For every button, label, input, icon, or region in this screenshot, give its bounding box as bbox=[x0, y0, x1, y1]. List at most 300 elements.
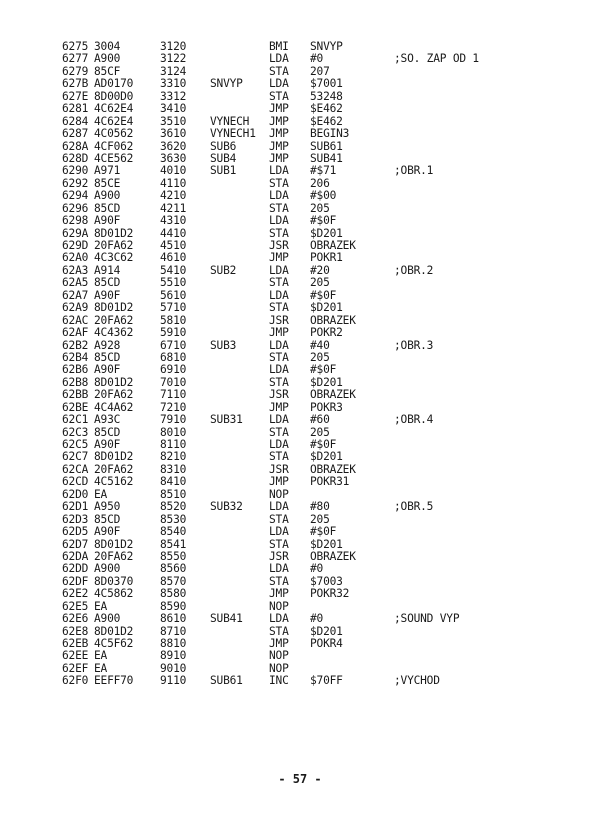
hex-bytes: 20FA62 bbox=[94, 462, 134, 476]
hex-bytes: 85CD bbox=[94, 512, 121, 526]
address: 62E8 bbox=[62, 624, 89, 638]
comment: ;OBR.4 bbox=[394, 413, 434, 427]
opcode: JSR bbox=[269, 388, 289, 402]
hex-bytes: 3004 bbox=[94, 40, 121, 53]
label: SUB41 bbox=[210, 612, 243, 626]
operand: #0 bbox=[310, 562, 324, 576]
address: 62DA bbox=[62, 549, 89, 563]
opcode: NOP bbox=[269, 661, 289, 675]
opcode: NOP bbox=[269, 599, 289, 613]
opcode: NOP bbox=[269, 487, 289, 501]
hex-bytes: A900 bbox=[94, 612, 121, 626]
operand: $70FF bbox=[310, 674, 343, 688]
line-number: 9110 bbox=[160, 674, 187, 688]
operand: 205 bbox=[310, 425, 330, 439]
opcode: JMP bbox=[269, 475, 289, 489]
address: 62D5 bbox=[62, 525, 89, 539]
hex-bytes: A928 bbox=[94, 338, 121, 352]
hex-bytes: A90F bbox=[94, 214, 121, 228]
address: 627B bbox=[62, 77, 89, 91]
opcode: JMP bbox=[269, 637, 289, 650]
listing-row bbox=[62, 277, 582, 289]
line-number: 8010 bbox=[160, 425, 187, 439]
line-number: 7210 bbox=[160, 400, 187, 414]
operand: SNVYP bbox=[310, 40, 343, 53]
address: 62E2 bbox=[62, 587, 89, 601]
listing-row bbox=[62, 327, 582, 339]
listing-row bbox=[62, 215, 582, 227]
hex-bytes: A90F bbox=[94, 363, 121, 377]
comment: ;VYCHOD bbox=[394, 674, 440, 688]
hex-bytes: A971 bbox=[94, 164, 121, 178]
listing-row bbox=[62, 302, 582, 314]
line-number: 8410 bbox=[160, 475, 187, 489]
listing-row bbox=[62, 78, 582, 90]
operand: OBRAZEK bbox=[310, 549, 356, 563]
address: 628D bbox=[62, 151, 89, 165]
operand: POKR3 bbox=[310, 400, 343, 414]
hex-bytes: 85CD bbox=[94, 350, 121, 364]
label: SUB1 bbox=[210, 164, 237, 178]
opcode: LDA bbox=[269, 263, 289, 277]
address: 62DD bbox=[62, 562, 89, 576]
line-number: 8560 bbox=[160, 562, 187, 576]
line-number: 5410 bbox=[160, 263, 187, 277]
line-number: 3620 bbox=[160, 139, 187, 153]
hex-bytes: 8D0370 bbox=[94, 574, 134, 588]
operand: 206 bbox=[310, 176, 330, 190]
line-number: 3124 bbox=[160, 64, 187, 78]
address: 62EB bbox=[62, 637, 89, 650]
opcode: STA bbox=[269, 64, 289, 78]
operand: #$00 bbox=[310, 189, 337, 203]
address: 62C3 bbox=[62, 425, 89, 439]
operand: SUB61 bbox=[310, 139, 343, 153]
label: SUB6 bbox=[210, 139, 237, 153]
opcode: JMP bbox=[269, 102, 289, 116]
line-number: 3312 bbox=[160, 89, 187, 103]
hex-bytes: A900 bbox=[94, 52, 121, 66]
listing-row bbox=[62, 414, 582, 426]
label: SNVYP bbox=[210, 77, 243, 91]
line-number: 8540 bbox=[160, 525, 187, 539]
hex-bytes: A900 bbox=[94, 562, 121, 576]
address: 62A9 bbox=[62, 301, 89, 315]
address: 62C7 bbox=[62, 450, 89, 464]
opcode: BMI bbox=[269, 40, 289, 53]
opcode: STA bbox=[269, 276, 289, 290]
hex-bytes: A914 bbox=[94, 263, 121, 277]
hex-bytes: 4C4362 bbox=[94, 326, 134, 340]
address: 6275 bbox=[62, 40, 89, 53]
address: 62A0 bbox=[62, 251, 89, 265]
address: 6277 bbox=[62, 52, 89, 66]
address: 62CA bbox=[62, 462, 89, 476]
hex-bytes: 4C4A62 bbox=[94, 400, 134, 414]
address: 6296 bbox=[62, 201, 89, 215]
line-number: 4010 bbox=[160, 164, 187, 178]
line-number: 8810 bbox=[160, 637, 187, 650]
listing-row bbox=[62, 190, 582, 202]
hex-bytes: EA bbox=[94, 487, 108, 501]
hex-bytes: 85CD bbox=[94, 425, 121, 439]
line-number: 3310 bbox=[160, 77, 187, 91]
operand: $E462 bbox=[310, 114, 343, 128]
label: SUB32 bbox=[210, 500, 243, 514]
hex-bytes: 20FA62 bbox=[94, 549, 134, 563]
address: 62C5 bbox=[62, 438, 89, 451]
opcode: LDA bbox=[269, 500, 289, 514]
opcode: LDA bbox=[269, 52, 289, 66]
address: 62E6 bbox=[62, 612, 89, 626]
address: 62AC bbox=[62, 313, 89, 327]
listing-row bbox=[62, 389, 582, 401]
opcode: INC bbox=[269, 674, 289, 688]
address: 629D bbox=[62, 239, 89, 252]
hex-bytes: A950 bbox=[94, 500, 121, 514]
address: 62A3 bbox=[62, 263, 89, 277]
listing-row bbox=[62, 650, 582, 662]
operand: #20 bbox=[310, 263, 330, 277]
address: 627E bbox=[62, 89, 89, 103]
opcode: LDA bbox=[269, 413, 289, 427]
listing-row bbox=[62, 476, 582, 488]
assembly-listing bbox=[62, 41, 582, 688]
hex-bytes: 4C0562 bbox=[94, 127, 134, 141]
operand: POKR1 bbox=[310, 251, 343, 265]
line-number: 5710 bbox=[160, 301, 187, 315]
opcode: LDA bbox=[269, 438, 289, 451]
line-number: 8590 bbox=[160, 599, 187, 613]
line-number: 8310 bbox=[160, 462, 187, 476]
line-number: 7110 bbox=[160, 388, 187, 402]
address: 62BE bbox=[62, 400, 89, 414]
page-number: - 57 - bbox=[278, 772, 322, 786]
listing-row bbox=[62, 563, 582, 575]
line-number: 3122 bbox=[160, 52, 187, 66]
address: 62D3 bbox=[62, 512, 89, 526]
opcode: STA bbox=[269, 537, 289, 551]
comment: ;OBR.3 bbox=[394, 338, 434, 352]
label: SUB61 bbox=[210, 674, 243, 688]
address: 62B6 bbox=[62, 363, 89, 377]
opcode: STA bbox=[269, 574, 289, 588]
label: SUB2 bbox=[210, 263, 237, 277]
label: SUB3 bbox=[210, 338, 237, 352]
hex-bytes: 8D01D2 bbox=[94, 450, 134, 464]
line-number: 8910 bbox=[160, 649, 187, 663]
hex-bytes: 8D01D2 bbox=[94, 226, 134, 240]
operand: POKR2 bbox=[310, 326, 343, 340]
address: 62EF bbox=[62, 661, 89, 675]
line-number: 8710 bbox=[160, 624, 187, 638]
hex-bytes: EEFF70 bbox=[94, 674, 134, 688]
address: 62D7 bbox=[62, 537, 89, 551]
line-number: 3630 bbox=[160, 151, 187, 165]
operand: 207 bbox=[310, 64, 330, 78]
opcode: STA bbox=[269, 375, 289, 389]
address: 6284 bbox=[62, 114, 89, 128]
line-number: 4110 bbox=[160, 176, 187, 190]
hex-bytes: 85CE bbox=[94, 176, 121, 190]
hex-bytes: 4C5F62 bbox=[94, 637, 134, 650]
opcode: LDA bbox=[269, 525, 289, 539]
hex-bytes: 4CE562 bbox=[94, 151, 134, 165]
address: 62D0 bbox=[62, 487, 89, 501]
opcode: STA bbox=[269, 301, 289, 315]
operand: OBRAZEK bbox=[310, 313, 356, 327]
operand: 205 bbox=[310, 201, 330, 215]
hex-bytes: 8D01D2 bbox=[94, 624, 134, 638]
label: SUB31 bbox=[210, 413, 243, 427]
opcode: LDA bbox=[269, 562, 289, 576]
listing-row bbox=[62, 451, 582, 463]
operand: 205 bbox=[310, 512, 330, 526]
opcode: NOP bbox=[269, 649, 289, 663]
line-number: 3120 bbox=[160, 40, 187, 53]
line-number: 8610 bbox=[160, 612, 187, 626]
address: 62E5 bbox=[62, 599, 89, 613]
opcode: JSR bbox=[269, 313, 289, 327]
opcode: JMP bbox=[269, 139, 289, 153]
operand: OBRAZEK bbox=[310, 239, 356, 252]
address: 629A bbox=[62, 226, 89, 240]
hex-bytes: A93C bbox=[94, 413, 121, 427]
address: 6294 bbox=[62, 189, 89, 203]
opcode: LDA bbox=[269, 214, 289, 228]
line-number: 7910 bbox=[160, 413, 187, 427]
line-number: 5810 bbox=[160, 313, 187, 327]
opcode: STA bbox=[269, 226, 289, 240]
address: 6279 bbox=[62, 64, 89, 78]
opcode: JSR bbox=[269, 549, 289, 563]
hex-bytes: EA bbox=[94, 649, 108, 663]
operand: #40 bbox=[310, 338, 330, 352]
hex-bytes: 4C62E4 bbox=[94, 114, 134, 128]
operand: $D201 bbox=[310, 375, 343, 389]
address: 6292 bbox=[62, 176, 89, 190]
opcode: STA bbox=[269, 176, 289, 190]
hex-bytes: 4C62E4 bbox=[94, 102, 134, 116]
opcode: JMP bbox=[269, 151, 289, 165]
address: 62C1 bbox=[62, 413, 89, 427]
address: 62DF bbox=[62, 574, 89, 588]
hex-bytes: 8D01D2 bbox=[94, 537, 134, 551]
label: VYNECH1 bbox=[210, 127, 256, 141]
opcode: LDA bbox=[269, 189, 289, 203]
line-number: 9010 bbox=[160, 661, 187, 675]
operand: #$0F bbox=[310, 438, 337, 451]
address: 6287 bbox=[62, 127, 89, 141]
operand: #0 bbox=[310, 52, 324, 66]
hex-bytes: EA bbox=[94, 599, 108, 613]
line-number: 7010 bbox=[160, 375, 187, 389]
opcode: JMP bbox=[269, 127, 289, 141]
opcode: JSR bbox=[269, 239, 289, 252]
comment: ;SOUND VYP bbox=[394, 612, 460, 626]
address: 62A5 bbox=[62, 276, 89, 290]
address: 628A bbox=[62, 139, 89, 153]
operand: #60 bbox=[310, 413, 330, 427]
line-number: 3610 bbox=[160, 127, 187, 141]
opcode: LDA bbox=[269, 164, 289, 178]
address: 62A7 bbox=[62, 288, 89, 302]
listing-row bbox=[62, 526, 582, 538]
hex-bytes: 4CF062 bbox=[94, 139, 134, 153]
operand: POKR4 bbox=[310, 637, 343, 650]
line-number: 4210 bbox=[160, 189, 187, 203]
listing-row bbox=[62, 103, 582, 115]
line-number: 4310 bbox=[160, 214, 187, 228]
address: 6298 bbox=[62, 214, 89, 228]
line-number: 8110 bbox=[160, 438, 187, 451]
operand: $7001 bbox=[310, 77, 343, 91]
line-number: 4610 bbox=[160, 251, 187, 265]
operand: $D201 bbox=[310, 226, 343, 240]
operand: #$71 bbox=[310, 164, 337, 178]
listing-row bbox=[62, 613, 582, 625]
operand: 205 bbox=[310, 276, 330, 290]
operand: $E462 bbox=[310, 102, 343, 116]
opcode: LDA bbox=[269, 363, 289, 377]
opcode: STA bbox=[269, 201, 289, 215]
opcode: STA bbox=[269, 450, 289, 464]
hex-bytes: EA bbox=[94, 661, 108, 675]
operand: #80 bbox=[310, 500, 330, 514]
operand: #$0F bbox=[310, 214, 337, 228]
opcode: LDA bbox=[269, 338, 289, 352]
label: VYNECH bbox=[210, 114, 250, 128]
hex-bytes: 8D01D2 bbox=[94, 301, 134, 315]
opcode: STA bbox=[269, 350, 289, 364]
hex-bytes: 85CD bbox=[94, 201, 121, 215]
operand: #$0F bbox=[310, 363, 337, 377]
hex-bytes: 20FA62 bbox=[94, 388, 134, 402]
line-number: 8510 bbox=[160, 487, 187, 501]
hex-bytes: 4C5162 bbox=[94, 475, 134, 489]
address: 62BB bbox=[62, 388, 89, 402]
opcode: STA bbox=[269, 89, 289, 103]
line-number: 4510 bbox=[160, 239, 187, 252]
listing-row bbox=[62, 675, 582, 687]
hex-bytes: 8D00D0 bbox=[94, 89, 134, 103]
listing-row bbox=[62, 128, 582, 140]
line-number: 4211 bbox=[160, 201, 187, 215]
line-number: 4410 bbox=[160, 226, 187, 240]
opcode: STA bbox=[269, 425, 289, 439]
line-number: 5610 bbox=[160, 288, 187, 302]
line-number: 5910 bbox=[160, 326, 187, 340]
listing-row bbox=[62, 252, 582, 264]
hex-bytes: A90F bbox=[94, 525, 121, 539]
line-number: 8530 bbox=[160, 512, 187, 526]
opcode: JMP bbox=[269, 400, 289, 414]
line-number: 6810 bbox=[160, 350, 187, 364]
operand: POKR31 bbox=[310, 475, 350, 489]
line-number: 8210 bbox=[160, 450, 187, 464]
line-number: 6910 bbox=[160, 363, 187, 377]
line-number: 8580 bbox=[160, 587, 187, 601]
opcode: JMP bbox=[269, 326, 289, 340]
address: 62B8 bbox=[62, 375, 89, 389]
hex-bytes: A900 bbox=[94, 189, 121, 203]
operand: OBRAZEK bbox=[310, 388, 356, 402]
operand: OBRAZEK bbox=[310, 462, 356, 476]
line-number: 8520 bbox=[160, 500, 187, 514]
operand: $7003 bbox=[310, 574, 343, 588]
listing-row bbox=[62, 501, 582, 513]
opcode: JMP bbox=[269, 114, 289, 128]
operand: #$0F bbox=[310, 525, 337, 539]
listing-row bbox=[62, 364, 582, 376]
opcode: STA bbox=[269, 512, 289, 526]
operand: POKR32 bbox=[310, 587, 350, 601]
comment: ;OBR.1 bbox=[394, 164, 434, 178]
address: 62AF bbox=[62, 326, 89, 340]
opcode: LDA bbox=[269, 288, 289, 302]
address: 62B4 bbox=[62, 350, 89, 364]
hex-bytes: 85CF bbox=[94, 64, 121, 78]
hex-bytes: A90F bbox=[94, 438, 121, 451]
operand: $D201 bbox=[310, 537, 343, 551]
operand: BEGIN3 bbox=[310, 127, 350, 141]
line-number: 3410 bbox=[160, 102, 187, 116]
comment: ;OBR.5 bbox=[394, 500, 434, 514]
hex-bytes: 20FA62 bbox=[94, 239, 134, 252]
hex-bytes: 8D01D2 bbox=[94, 375, 134, 389]
hex-bytes: 4C5862 bbox=[94, 587, 134, 601]
address: 62D1 bbox=[62, 500, 89, 514]
address: 62F0 bbox=[62, 674, 89, 688]
operand: $D201 bbox=[310, 624, 343, 638]
address: 62CD bbox=[62, 475, 89, 489]
operand: 205 bbox=[310, 350, 330, 364]
hex-bytes: 85CD bbox=[94, 276, 121, 290]
hex-bytes: A90F bbox=[94, 288, 121, 302]
opcode: JSR bbox=[269, 462, 289, 476]
listing-row bbox=[62, 53, 582, 65]
label: SUB4 bbox=[210, 151, 237, 165]
opcode: STA bbox=[269, 624, 289, 638]
address: 6281 bbox=[62, 102, 89, 116]
operand: #$0F bbox=[310, 288, 337, 302]
operand: 53248 bbox=[310, 89, 343, 103]
comment: ;OBR.2 bbox=[394, 263, 434, 277]
hex-bytes: 4C3C62 bbox=[94, 251, 134, 265]
listing-row bbox=[62, 638, 582, 650]
operand: $D201 bbox=[310, 301, 343, 315]
opcode: JMP bbox=[269, 251, 289, 265]
address: 62EE bbox=[62, 649, 89, 663]
operand: SUB41 bbox=[310, 151, 343, 165]
opcode: LDA bbox=[269, 612, 289, 626]
listing-row bbox=[62, 165, 582, 177]
line-number: 8541 bbox=[160, 537, 187, 551]
line-number: 3510 bbox=[160, 114, 187, 128]
address: 6290 bbox=[62, 164, 89, 178]
line-number: 6710 bbox=[160, 338, 187, 352]
hex-bytes: 20FA62 bbox=[94, 313, 134, 327]
listing-row bbox=[62, 588, 582, 600]
operand: #0 bbox=[310, 612, 324, 626]
operand: $D201 bbox=[310, 450, 343, 464]
address: 62B2 bbox=[62, 338, 89, 352]
line-number: 8570 bbox=[160, 574, 187, 588]
opcode: LDA bbox=[269, 77, 289, 91]
hex-bytes: AD0170 bbox=[94, 77, 134, 91]
opcode: JMP bbox=[269, 587, 289, 601]
line-number: 8550 bbox=[160, 549, 187, 563]
